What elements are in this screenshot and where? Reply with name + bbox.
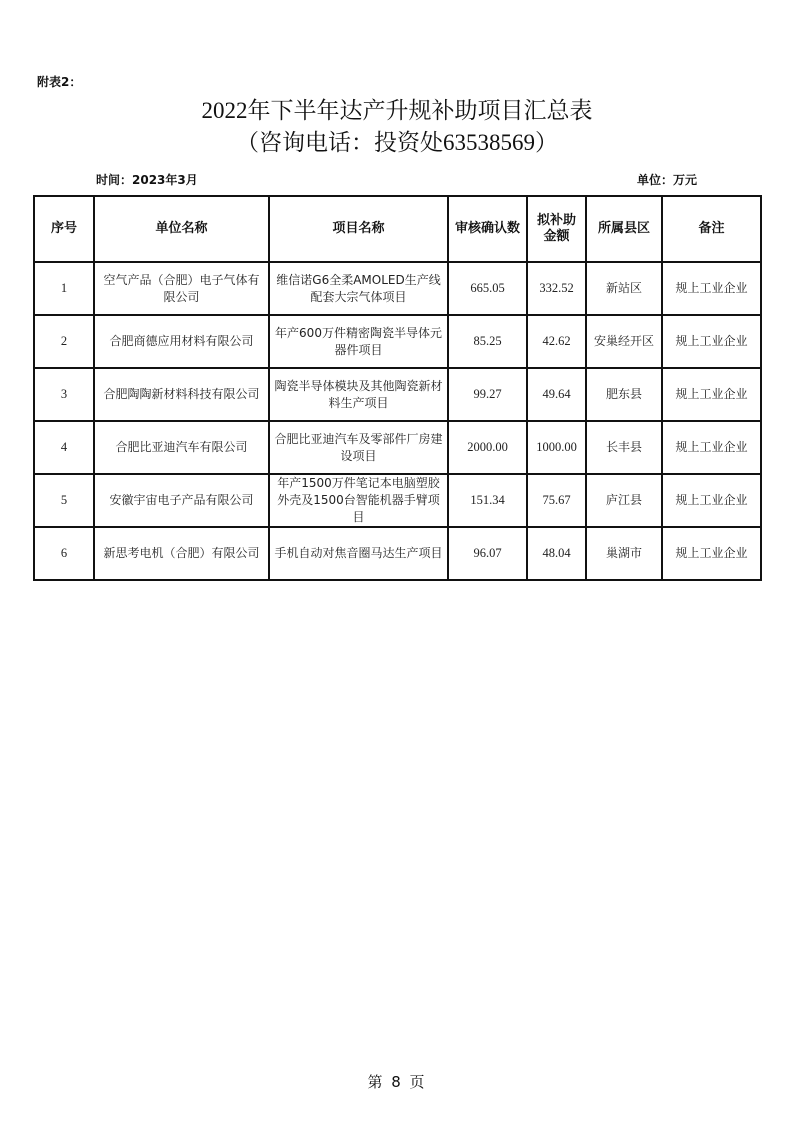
cell-subsidy: 49.64	[527, 368, 586, 421]
attachment-label: 附表2：	[37, 75, 82, 89]
time-label: 时间：2023年3月	[96, 173, 198, 187]
header-approved: 审核确认数	[448, 196, 527, 262]
header-company: 单位名称	[94, 196, 269, 262]
cell-project: 手机自动对焦音圈马达生产项目	[269, 527, 448, 580]
unit-label: 单位：万元	[637, 173, 698, 187]
table-row	[34, 474, 761, 527]
cell-approved: 96.07	[448, 527, 527, 580]
cell-district: 肥东县	[586, 368, 662, 421]
cell-project: 维信诺G6全柔AMOLED生产线配套大宗气体项目	[269, 262, 448, 315]
cell-project: 年产1500万件笔记本电脑塑胶外壳及1500台智能机器手臂项目	[269, 474, 448, 527]
cell-no: 1	[34, 262, 94, 315]
table-row	[34, 368, 761, 421]
cell-project: 年产600万件精密陶瓷半导体元器件项目	[269, 315, 448, 368]
header-project: 项目名称	[269, 196, 448, 262]
cell-approved: 665.05	[448, 262, 527, 315]
cell-subsidy: 1000.00	[527, 421, 586, 474]
page-number: 第 8 页	[367, 1073, 427, 1091]
cell-subsidy: 332.52	[527, 262, 586, 315]
cell-note: 规上工业企业	[662, 474, 761, 527]
cell-no: 6	[34, 527, 94, 580]
cell-subsidy: 48.04	[527, 527, 586, 580]
table-row	[34, 315, 761, 368]
cell-project: 陶瓷半导体模块及其他陶瓷新材料生产项目	[269, 368, 448, 421]
cell-district: 新站区	[586, 262, 662, 315]
cell-approved: 85.25	[448, 315, 527, 368]
cell-district: 庐江县	[586, 474, 662, 527]
cell-company: 空气产品（合肥）电子气体有限公司	[94, 262, 269, 315]
header-note: 备注	[662, 196, 761, 262]
cell-approved: 99.27	[448, 368, 527, 421]
cell-company: 合肥比亚迪汽车有限公司	[94, 421, 269, 474]
table-row	[34, 527, 761, 580]
cell-subsidy: 42.62	[527, 315, 586, 368]
cell-company: 安徽宇宙电子产品有限公司	[94, 474, 269, 527]
project-summary-table	[33, 195, 762, 581]
cell-subsidy: 75.67	[527, 474, 586, 527]
cell-note: 规上工业企业	[662, 421, 761, 474]
cell-district: 巢湖市	[586, 527, 662, 580]
cell-company: 合肥商德应用材料有限公司	[94, 315, 269, 368]
page-subtitle: （咨询电话：投资处63538569）	[236, 130, 558, 155]
cell-no: 4	[34, 421, 94, 474]
cell-district: 长丰县	[586, 421, 662, 474]
cell-company: 合肥陶陶新材料科技有限公司	[94, 368, 269, 421]
header-subsidy: 拟补助金额	[527, 196, 586, 262]
header-no: 序号	[34, 196, 94, 262]
cell-no: 3	[34, 368, 94, 421]
table-header-row	[34, 196, 761, 262]
cell-no: 2	[34, 315, 94, 368]
table-row	[34, 421, 761, 474]
cell-note: 规上工业企业	[662, 527, 761, 580]
header-district: 所属县区	[586, 196, 662, 262]
cell-no: 5	[34, 474, 94, 527]
page-title: 2022年下半年达产升规补助项目汇总表	[201, 98, 593, 123]
cell-company: 新思考电机（合肥）有限公司	[94, 527, 269, 580]
table-row	[34, 262, 761, 315]
cell-approved: 151.34	[448, 474, 527, 527]
cell-project: 合肥比亚迪汽车及零部件厂房建设项目	[269, 421, 448, 474]
cell-district: 安巢经开区	[586, 315, 662, 368]
cell-note: 规上工业企业	[662, 315, 761, 368]
cell-note: 规上工业企业	[662, 368, 761, 421]
cell-note: 规上工业企业	[662, 262, 761, 315]
cell-approved: 2000.00	[448, 421, 527, 474]
